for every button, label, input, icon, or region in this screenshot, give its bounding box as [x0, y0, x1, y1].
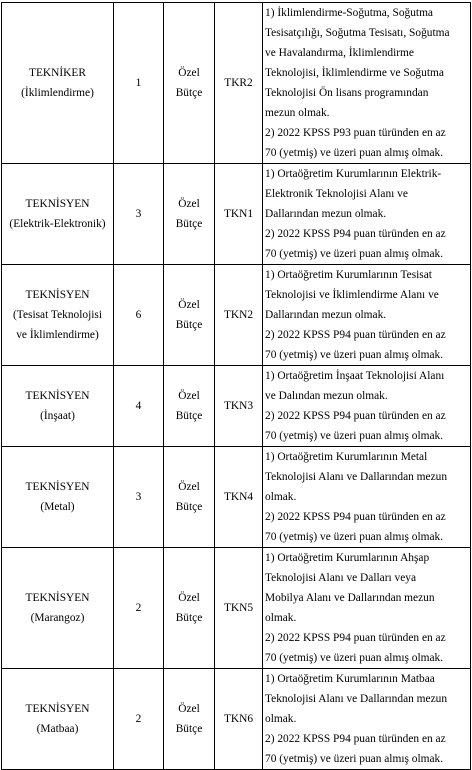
budget-type-cell: [164, 366, 215, 447]
position-count-cell: [114, 447, 164, 548]
position-title-line: (Marangoz): [30, 612, 85, 624]
position-title-line: (Tesisat Teknolojisi: [13, 309, 102, 321]
requirement-line: Dallarından mezun olmak.: [265, 208, 387, 220]
requirement-line: mezun olmak.: [265, 107, 330, 119]
position-title-line: TEKNİSYEN: [25, 703, 90, 715]
requirements-cell: [263, 164, 471, 265]
budget-type-line: Özel: [178, 299, 200, 311]
requirement-line: 70 (yetmiş) ve üzeri puan almış olmak.: [265, 753, 444, 765]
requirement-line: Teknolojisi Alanı ve Dalları veya: [265, 572, 417, 584]
position-code: TKN6: [223, 713, 254, 725]
budget-type-cell: [164, 265, 215, 366]
budget-type-line: Özel: [178, 703, 200, 715]
position-code-cell: [215, 669, 263, 770]
requirements-cell: [263, 265, 471, 366]
budget-type-cell: [164, 548, 215, 669]
position-count-cell: [114, 548, 164, 669]
requirement-line: olmak.: [265, 612, 297, 624]
requirement-line: 70 (yetmiş) ve üzeri puan almış olmak.: [265, 430, 444, 442]
requirements-cell: [263, 548, 471, 669]
requirement-line: olmak.: [265, 491, 297, 503]
position-count: 6: [135, 309, 142, 321]
position-title-line: ve İklimlendirme): [16, 329, 99, 341]
budget-type-line: Bütçe: [175, 501, 203, 513]
budget-type-line: Bütçe: [175, 612, 203, 624]
position-code: TKR2: [224, 77, 253, 89]
position-code-cell: [215, 447, 263, 548]
requirement-line: 2) 2022 KPSS P94 puan türünden en az: [265, 632, 446, 644]
position-code: TKN4: [223, 491, 254, 503]
position-count: 3: [135, 491, 142, 503]
requirement-line: 70 (yetmiş) ve üzeri puan almış olmak.: [265, 147, 444, 159]
budget-type-cell: [164, 3, 215, 164]
position-title-line: (Metal): [40, 501, 75, 513]
position-title-line: TEKNİSYEN: [25, 289, 90, 301]
budget-type-cell: [164, 447, 215, 548]
position-count-cell: [114, 3, 164, 164]
position-title-line: TEKNİSYEN: [25, 592, 90, 604]
position-title-cell: [2, 548, 114, 669]
budget-type-line: Özel: [178, 481, 200, 493]
requirement-line: Mobilya Alanı ve Dallarından mezun: [265, 592, 435, 604]
requirement-line: 1) İklimlendirme-Soğutma, Soğutma: [265, 7, 433, 19]
budget-type-line: Bütçe: [175, 319, 203, 331]
position-title-cell: [2, 669, 114, 770]
position-count: 1: [135, 77, 142, 89]
budget-type-line: Özel: [178, 67, 200, 79]
table-row: [2, 447, 471, 548]
position-count: 4: [135, 400, 142, 412]
requirement-line: Teknolojisi ve İklimlendirme Alanı ve: [265, 289, 439, 301]
requirements-cell: [263, 3, 471, 164]
position-count-cell: [114, 366, 164, 447]
requirement-line: 70 (yetmiş) ve üzeri puan almış olmak.: [265, 248, 444, 260]
table-row: [2, 669, 471, 770]
requirement-line: ve Dalından mezun olmak.: [265, 390, 388, 402]
requirements-cell: [263, 447, 471, 548]
position-code-cell: [215, 164, 263, 265]
position-title-line: TEKNİKER: [29, 67, 86, 79]
table-row: [2, 265, 471, 366]
requirement-line: 2) 2022 KPSS P94 puan türünden en az: [265, 733, 446, 745]
budget-type-line: Bütçe: [175, 410, 203, 422]
position-count: 2: [135, 602, 142, 614]
requirements-cell: [263, 669, 471, 770]
position-code-cell: [215, 265, 263, 366]
position-count: 2: [135, 713, 142, 725]
position-count-cell: [114, 164, 164, 265]
positions-table-body: [2, 3, 471, 770]
table-row: [2, 3, 471, 164]
requirement-line: ve Havalandırma, İklimlendirme: [265, 47, 414, 59]
requirement-line: Elektronik Teknolojisi Alanı ve: [265, 188, 408, 200]
requirement-line: 2) 2022 KPSS P94 puan türünden en az: [265, 410, 446, 422]
position-title-line: (Elektrik-Elektronik): [9, 218, 106, 230]
position-code: TKN5: [223, 602, 254, 614]
requirement-line: Teknolojisi Alanı ve Dallarından mezun: [265, 471, 448, 483]
position-title-cell: [2, 164, 114, 265]
position-code-cell: [215, 3, 263, 164]
table-row: [2, 548, 471, 669]
position-title-line: TEKNİSYEN: [25, 198, 90, 210]
position-count: 3: [135, 208, 142, 220]
requirement-line: 70 (yetmiş) ve üzeri puan almış olmak.: [265, 349, 444, 361]
budget-type-line: Bütçe: [175, 87, 203, 99]
position-title-line: (İklimlendirme): [21, 87, 94, 99]
requirement-line: 70 (yetmiş) ve üzeri puan almış olmak.: [265, 531, 444, 543]
requirement-line: 2) 2022 KPSS P94 puan türünden en az: [265, 511, 446, 523]
table-row: [2, 366, 471, 447]
positions-table: [1, 2, 471, 770]
budget-type-cell: [164, 669, 215, 770]
budget-type-line: Bütçe: [175, 218, 203, 230]
position-count-cell: [114, 265, 164, 366]
position-code-cell: [215, 548, 263, 669]
budget-type-line: Özel: [178, 592, 200, 604]
requirement-line: 1) Ortaöğretim İnşaat Teknolojisi Alanı: [265, 370, 445, 382]
requirement-line: Dallarından mezun olmak.: [265, 309, 387, 321]
requirement-line: 2) 2022 KPSS P94 puan türünden en az: [265, 329, 446, 341]
position-code: TKN3: [223, 400, 254, 412]
requirement-line: Teknolojisi Ön lisans programından: [265, 87, 429, 99]
position-title-cell: [2, 366, 114, 447]
position-code: TKN2: [223, 309, 254, 321]
position-title-cell: [2, 265, 114, 366]
position-title-cell: [2, 3, 114, 164]
requirement-line: 1) Ortaöğretim Kurumlarının Matbaa: [265, 673, 435, 685]
budget-type-line: Bütçe: [175, 723, 203, 735]
requirement-line: 70 (yetmiş) ve üzeri puan almış olmak.: [265, 652, 444, 664]
position-title-line: TEKNİSYEN: [25, 481, 90, 493]
position-title-line: (İnşaat): [40, 410, 75, 422]
requirement-line: olmak.: [265, 713, 297, 725]
position-count-cell: [114, 669, 164, 770]
budget-type-cell: [164, 164, 215, 265]
requirement-line: Teknolojisi, İklimlendirme ve Soğutma: [265, 67, 444, 79]
position-code: TKN1: [223, 208, 254, 220]
requirement-line: Teknolojisi Alanı ve Dallarından mezun: [265, 693, 448, 705]
table-row: [2, 164, 471, 265]
requirement-line: 2) 2022 KPSS P93 puan türünden en az: [265, 127, 446, 139]
budget-type-line: Özel: [178, 198, 200, 210]
requirement-line: 1) Ortaöğretim Kurumlarının Metal: [265, 451, 428, 463]
requirement-line: 2) 2022 KPSS P94 puan türünden en az: [265, 228, 446, 240]
position-code-cell: [215, 366, 263, 447]
budget-type-line: Özel: [178, 390, 200, 402]
position-title-line: TEKNİSYEN: [25, 390, 90, 402]
position-title-cell: [2, 447, 114, 548]
position-title-line: (Matbaa): [36, 723, 79, 735]
requirement-line: 1) Ortaöğretim Kurumlarının Elektrik-: [265, 168, 442, 180]
requirement-line: 1) Ortaöğretim Kurumlarının Ahşap: [265, 552, 430, 564]
requirement-line: 1) Ortaöğretim Kurumlarının Tesisat: [265, 269, 432, 281]
requirements-cell: [263, 366, 471, 447]
requirement-line: Tesisatçılığı, Soğutma Tesisatı, Soğutma: [265, 27, 450, 39]
